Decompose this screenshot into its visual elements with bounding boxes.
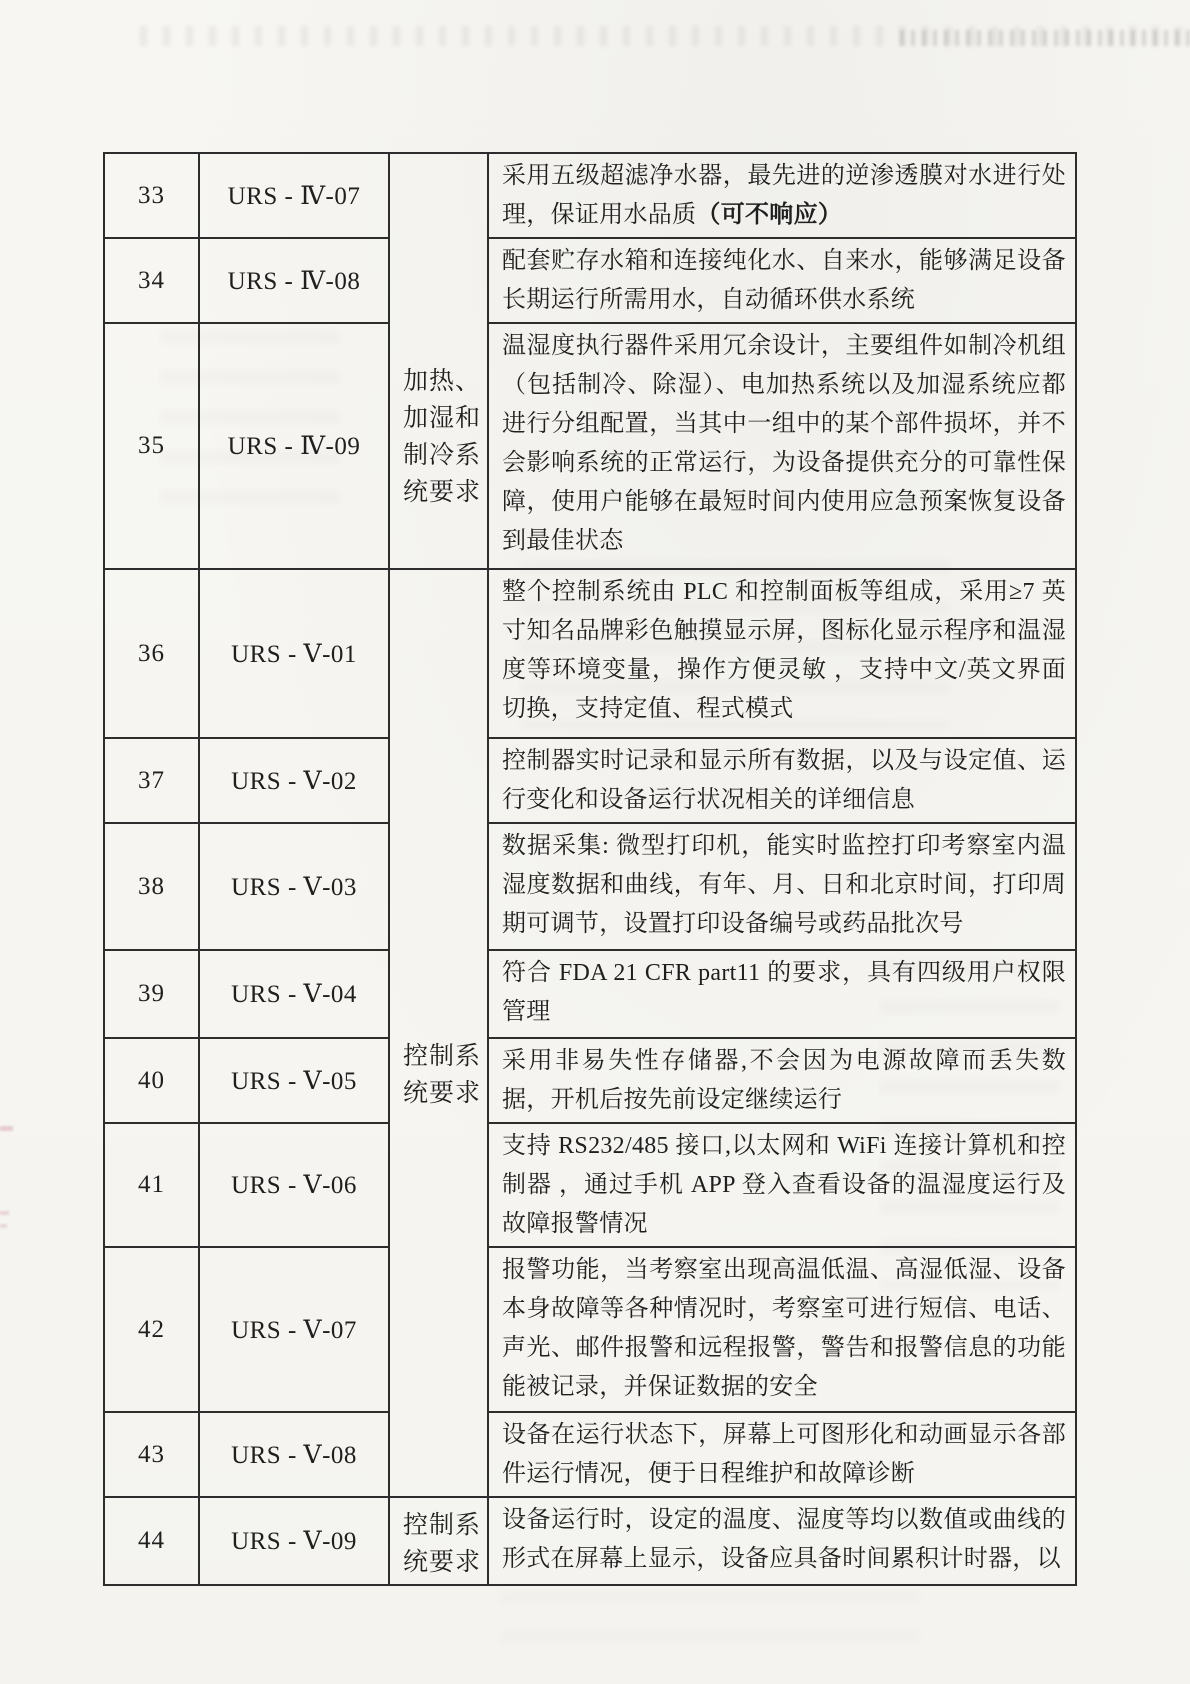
description-cell — [488, 569, 1076, 738]
description-text: 控制器实时记录和显示所有数据，以及与设定值、运行变化和设备运行状况相关的详细信息 — [502, 748, 1066, 813]
row-number-cell: 33 — [104, 153, 199, 238]
row-number-cell: 41 — [104, 1123, 199, 1247]
description-cell — [488, 323, 1076, 569]
row-number-cell: 42 — [104, 1247, 199, 1412]
scan-noise-band-right — [900, 30, 1190, 46]
table-row — [104, 1247, 1076, 1412]
row-number-cell: 44 — [104, 1497, 199, 1585]
row-number-cell: 39 — [104, 950, 199, 1038]
table-row — [104, 323, 1076, 569]
row-number-cell: 35 — [104, 323, 199, 569]
table-row — [104, 238, 1076, 323]
description-text: 数据采集: 微型打印机，能实时监控打印考察室内温湿度数据和曲线，有年、月、日和北京时间，打印周期可调节，设置打印设备编号或药品批次号 — [502, 833, 1066, 937]
row-number-cell: 34 — [104, 238, 199, 323]
description-cell — [488, 1412, 1076, 1497]
description-cell — [488, 1247, 1076, 1412]
row-number-cell: 43 — [104, 1412, 199, 1497]
table-row — [104, 1497, 1076, 1585]
description-cell — [488, 1497, 1076, 1585]
description-text: 设备在运行状态下，屏幕上可图形化和动画显示各部件运行情况，便于日程维护和故障诊断 — [502, 1422, 1066, 1487]
table-row — [104, 823, 1076, 950]
urs-code-cell: URS - Ⅴ-09 — [199, 1497, 389, 1585]
table-row — [104, 569, 1076, 738]
edge-bleed-mark — [0, 1126, 13, 1131]
urs-code-cell: URS - Ⅴ-07 — [199, 1247, 389, 1412]
description-text: 支持 RS232/485 接口,以太网和 WiFi 连接计算机和控制器 ，通过手机 APP 登入查看设备的温湿度运行及故障报警情况 — [502, 1133, 1066, 1237]
row-number-cell: 40 — [104, 1038, 199, 1123]
table-row — [104, 1412, 1076, 1497]
urs-code-cell: URS - Ⅴ-03 — [199, 823, 389, 950]
table-row — [104, 1123, 1076, 1247]
description-text: 采用非易失性存储器,不会因为电源故障而丢失数据，开机后按先前设定继续运行 — [502, 1048, 1066, 1113]
urs-code-cell: URS - Ⅴ-06 — [199, 1123, 389, 1247]
table-row — [104, 1038, 1076, 1123]
urs-requirements-table — [103, 152, 1077, 1586]
category-cell: 控制系统要求 — [389, 1497, 488, 1585]
description-cell — [488, 1038, 1076, 1123]
description-cell — [488, 823, 1076, 950]
urs-code-cell: URS - Ⅴ-01 — [199, 569, 389, 738]
description-cell — [488, 1123, 1076, 1247]
description-text: 采用五级超滤净水器，最先进的逆渗透膜对水进行处理，保证用水品质 — [502, 163, 1066, 228]
table-row — [104, 738, 1076, 823]
urs-code-cell: URS - Ⅳ-08 — [199, 238, 389, 323]
urs-code-cell: URS - Ⅴ-05 — [199, 1038, 389, 1123]
category-cell: 控制系统要求 — [389, 569, 488, 1497]
table-row — [104, 153, 1076, 238]
row-number-cell: 37 — [104, 738, 199, 823]
description-cell — [488, 153, 1076, 238]
description-text: 温湿度执行器件采用冗余设计，主要组件如制冷机组（包括制冷、除湿）、电加热系统以及加湿系统应都进行分组配置，当其中一组中的某个部件损坏，并不会影响系统的正常运行，为设备提供充分的可靠性保障，使用户能够在最短时间内使用应急预案恢复设备到最佳状态 — [502, 333, 1066, 554]
description-bold-text: （可不响应） — [696, 202, 843, 228]
description-cell — [488, 738, 1076, 823]
urs-code-cell: URS - Ⅴ-02 — [199, 738, 389, 823]
row-number-cell: 38 — [104, 823, 199, 950]
urs-code-cell: URS - Ⅳ-09 — [199, 323, 389, 569]
description-cell — [488, 238, 1076, 323]
urs-code-cell: URS - Ⅴ-04 — [199, 950, 389, 1038]
description-text: 符合 FDA 21 CFR part11 的要求，具有四级用户权限管理 — [502, 960, 1066, 1025]
edge-bleed-mark — [0, 1224, 7, 1228]
description-cell — [488, 950, 1076, 1038]
description-text: 设备运行时，设定的温度、湿度等均以数值或曲线的形式在屏幕上显示，设备应具备时间累积计时器，以 — [502, 1507, 1066, 1572]
bleedthrough-ghost — [500, 1590, 920, 1650]
description-text: 配套贮存水箱和连接纯化水、自来水，能够满足设备长期运行所需用水，自动循环供水系统 — [502, 248, 1066, 313]
table-row — [104, 950, 1076, 1038]
row-number-cell: 36 — [104, 569, 199, 738]
description-text: 报警功能，当考察室出现高温低温、高湿低湿、设备本身故障等各种情况时，考察室可进行短信、电话、声光、邮件报警和远程报警，警告和报警信息的功能能被记录，并保证数据的安全 — [502, 1257, 1066, 1400]
urs-code-cell: URS - Ⅳ-07 — [199, 153, 389, 238]
urs-code-cell: URS - Ⅴ-08 — [199, 1412, 389, 1497]
edge-bleed-mark — [0, 1211, 9, 1215]
description-text: 整个控制系统由 PLC 和控制面板等组成，采用≥7 英寸知名品牌彩色触摸显示屏，图标化显示程序和温湿度等环境变量，操作方便灵敏 ，支持中文/英文界面切换，支持定值、程式模式 — [502, 579, 1066, 722]
category-cell: 加热、加湿和制冷系统要求 — [389, 153, 488, 569]
